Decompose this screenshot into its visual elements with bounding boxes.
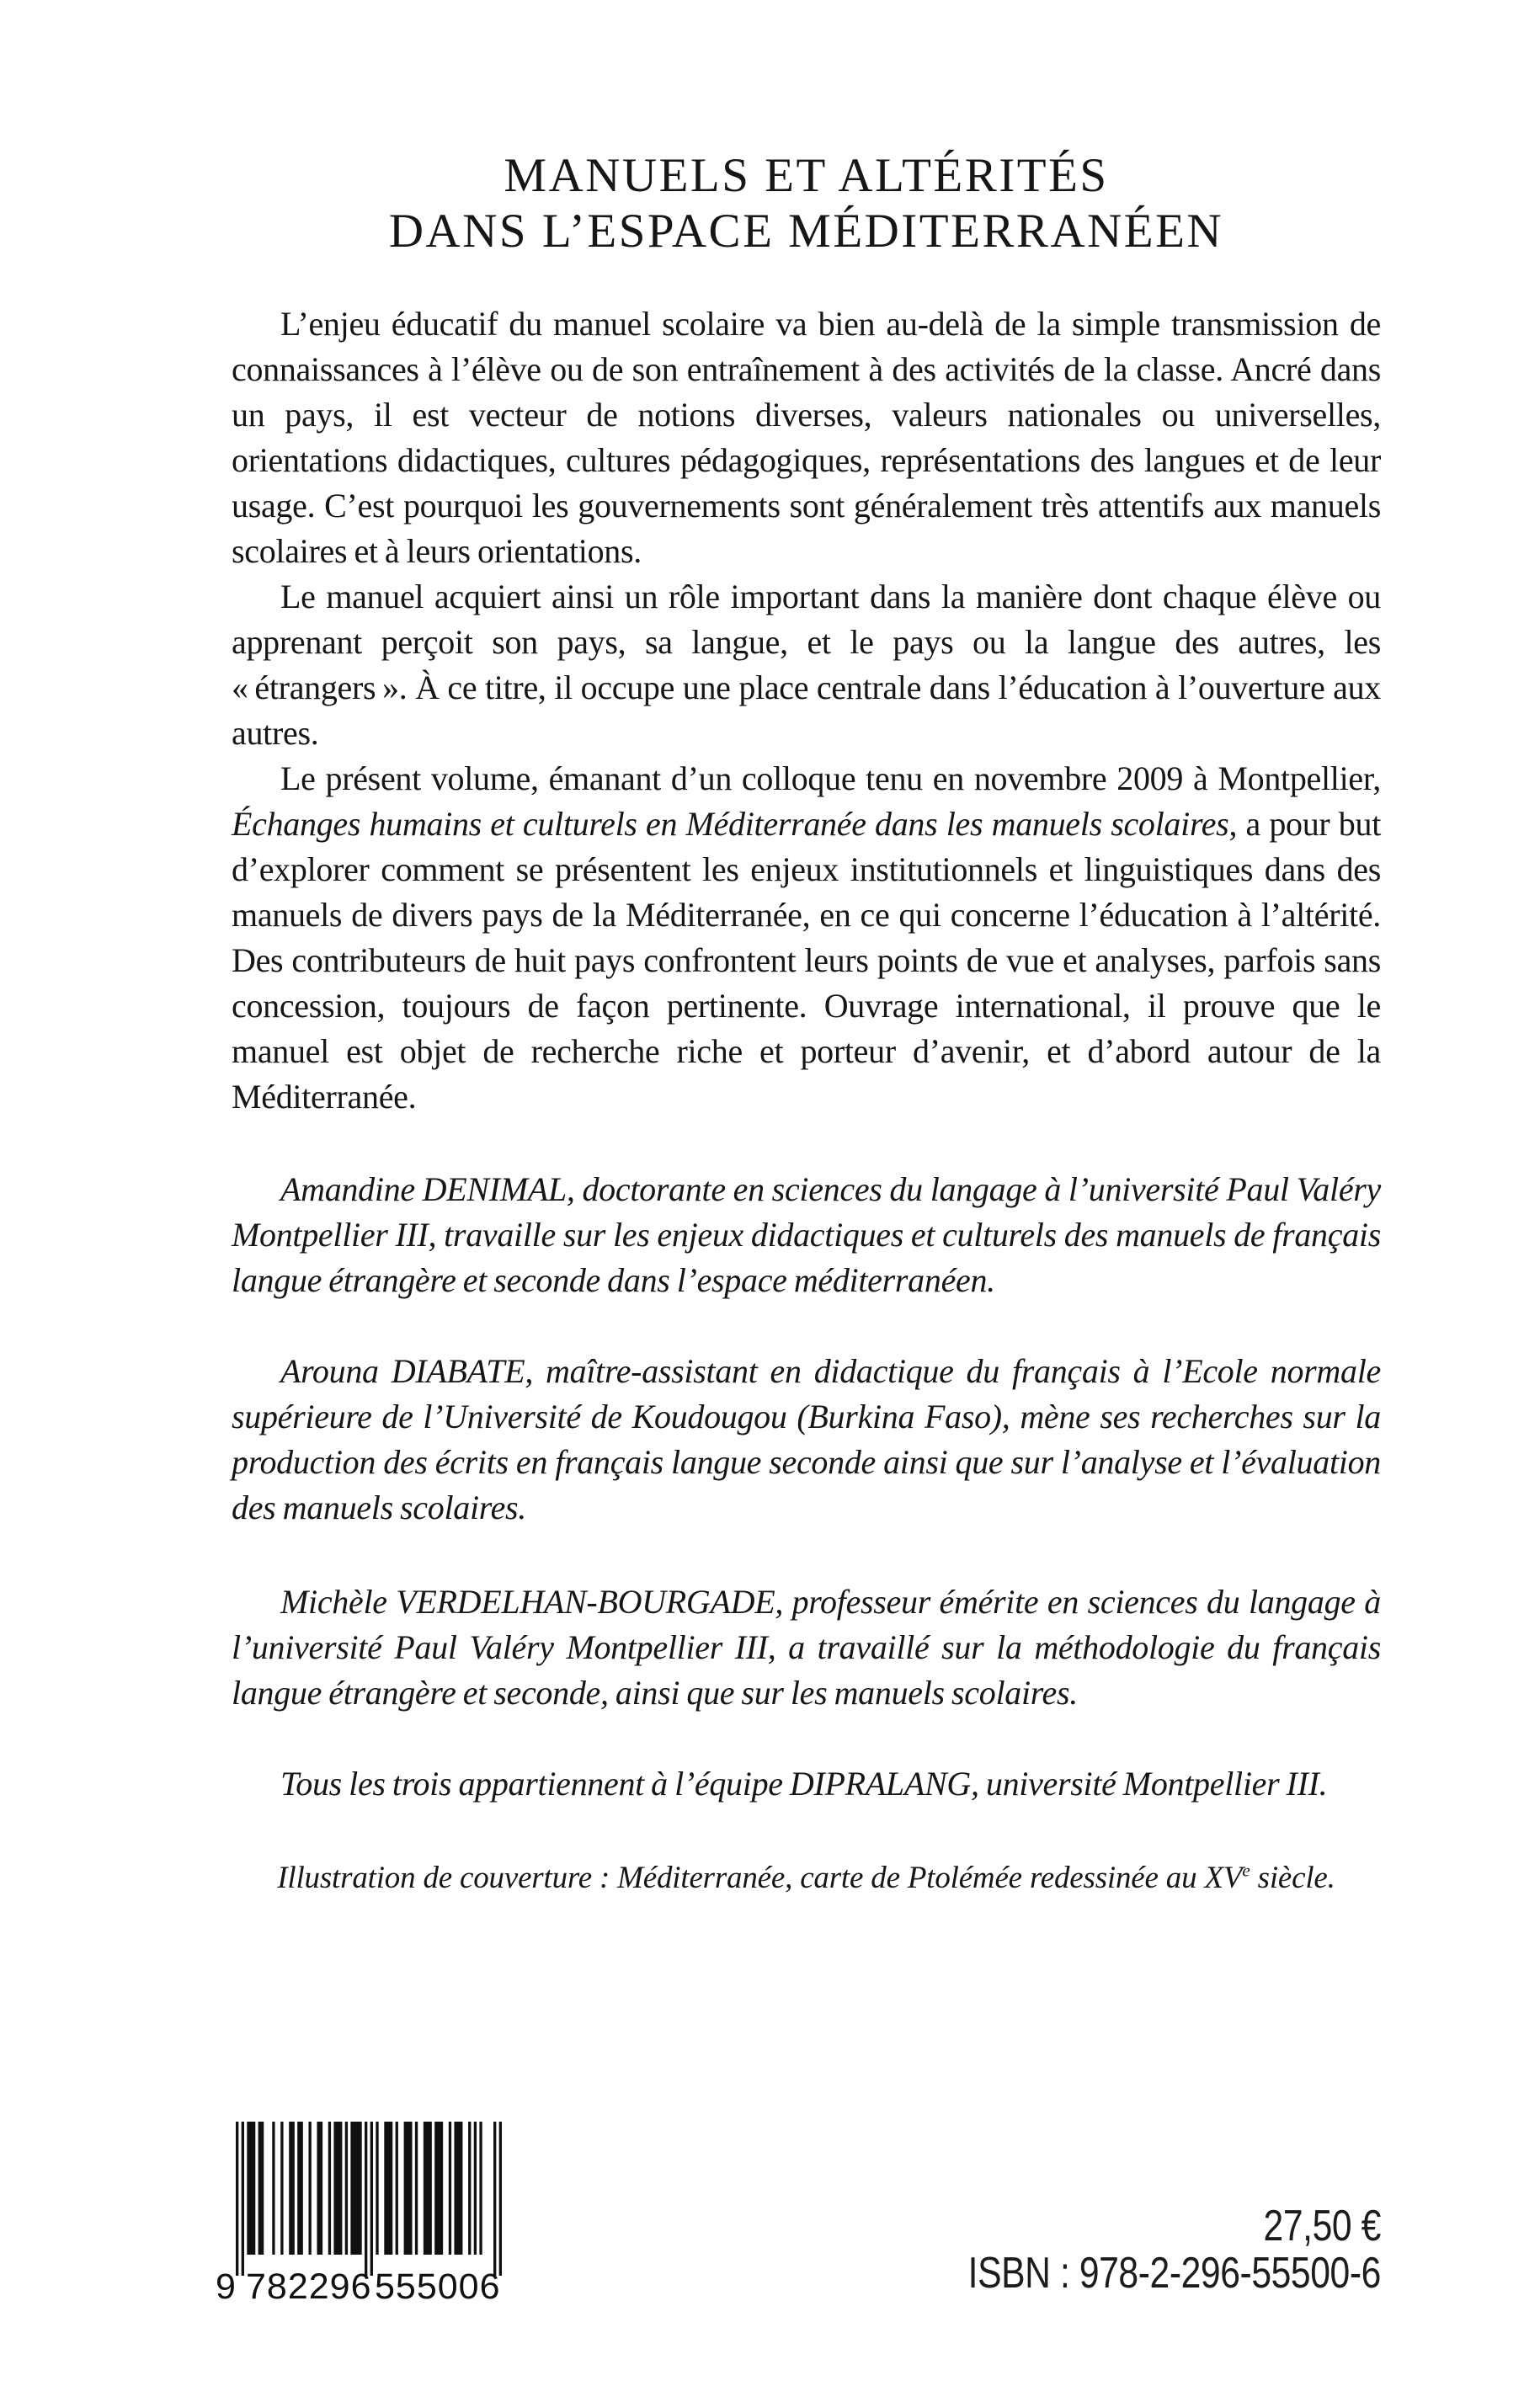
barcode-block (209, 2122, 505, 2317)
back-cover-text (232, 301, 1381, 1898)
author-bio-verdelhan-bourgade: Michèle VERDELHAN-BOURGADE, professeur émérite en sciences du langage à l’université Paul Valéry Montpellier III, a travaillé sur la méthodologie du français langue étrangère et seconde, ainsi que sur les manuels scolaires. (232, 1583, 1381, 1712)
isbn-label: ISBN : 978-2-296-55500-6 (967, 2249, 1381, 2298)
book-title (232, 148, 1381, 259)
cover-illustration-caption: Illustration de couverture : Méditerranée, carte de Ptolémée redessinée au XVe siècle. (277, 1860, 1335, 1895)
team-affiliation-note: Tous les trois appartiennent à l’équipe DIPRALANG, université Montpellier III. (280, 1765, 1328, 1803)
price-isbn-block (968, 2202, 1381, 2297)
author-bio-denimal: Amandine DENIMAL, doctorante en sciences du langage à l’université Paul Valéry Montpellier III, travaille sur les enjeux didactiques et culturels des manuels de français langue étrangère et seconde dans l’espace méditerranéen. (232, 1170, 1381, 1299)
book-title-line-2: DANS L’ESPACE MÉDITERRANÉEN (388, 205, 1224, 258)
ean13-barcode (236, 2122, 502, 2276)
barcode-digits-left-group: 782296 (246, 2266, 372, 2307)
synopsis-paragraph-3: Le présent volume, émanant d’un colloque tenu en novembre 2009 à Montpellier, Échanges humains et culturels en Méditerranée dans les manuels scolaires, a pour but d’explorer comment se présentent les enjeux institutionnels et linguistiques dans des manuels de divers pays de la Méditerranée, en ce qui concerne l’éducation à l’altérité. Des contributeurs de huit pays confrontent leurs points de vue et analyses, parfois sans concession, toujours de façon pertinente. Ouvrage international, il prouve que le manuel est objet de recherche riche et porteur d’avenir, et d’abord autour de la Méditerranée. (232, 759, 1382, 1116)
barcode-digits (209, 2266, 505, 2315)
synopsis-paragraph-2: Le manuel acquiert ainsi un rôle important dans la manière dont chaque élève ou apprenant perçoit son pays, sa langue, et le pays ou la langue des autres, les « étrangers ». À ce titre, il occupe une place centrale dans l’éducation à l’ouverture aux autres. (232, 578, 1381, 752)
book-title-line-1: MANUELS ET ALTÉRITÉS (504, 149, 1109, 202)
price-label: 27,50 € (1263, 2202, 1381, 2250)
synopsis-paragraph-1: L’enjeu éducatif du manuel scolaire va bien au-delà de la simple transmission de connaissances à l’élève ou de son entraînement à des activités de la classe. Ancré dans un pays, il est vecteur de notions diverses, valeurs nationales ou universelles, orientations didactiques, cultures pédagogiques, représentations des langues et de leur usage. C’est pourquoi les gouvernements sont généralement très attentifs aux manuels scolaires et à leurs orientations. (232, 305, 1381, 570)
barcode-digit-system: 9 (216, 2266, 236, 2307)
author-bio-diabate: Arouna DIABATE, maître-assistant en didactique du français à l’Ecole normale supérieure de l’Université de Koudougou (Burkina Faso), mène ses recherches sur la production des écrits en français langue seconde ainsi que sur l’analyse et l’évaluation des manuels scolaires. (232, 1352, 1381, 1526)
barcode-digits-right-group: 555006 (375, 2266, 501, 2307)
